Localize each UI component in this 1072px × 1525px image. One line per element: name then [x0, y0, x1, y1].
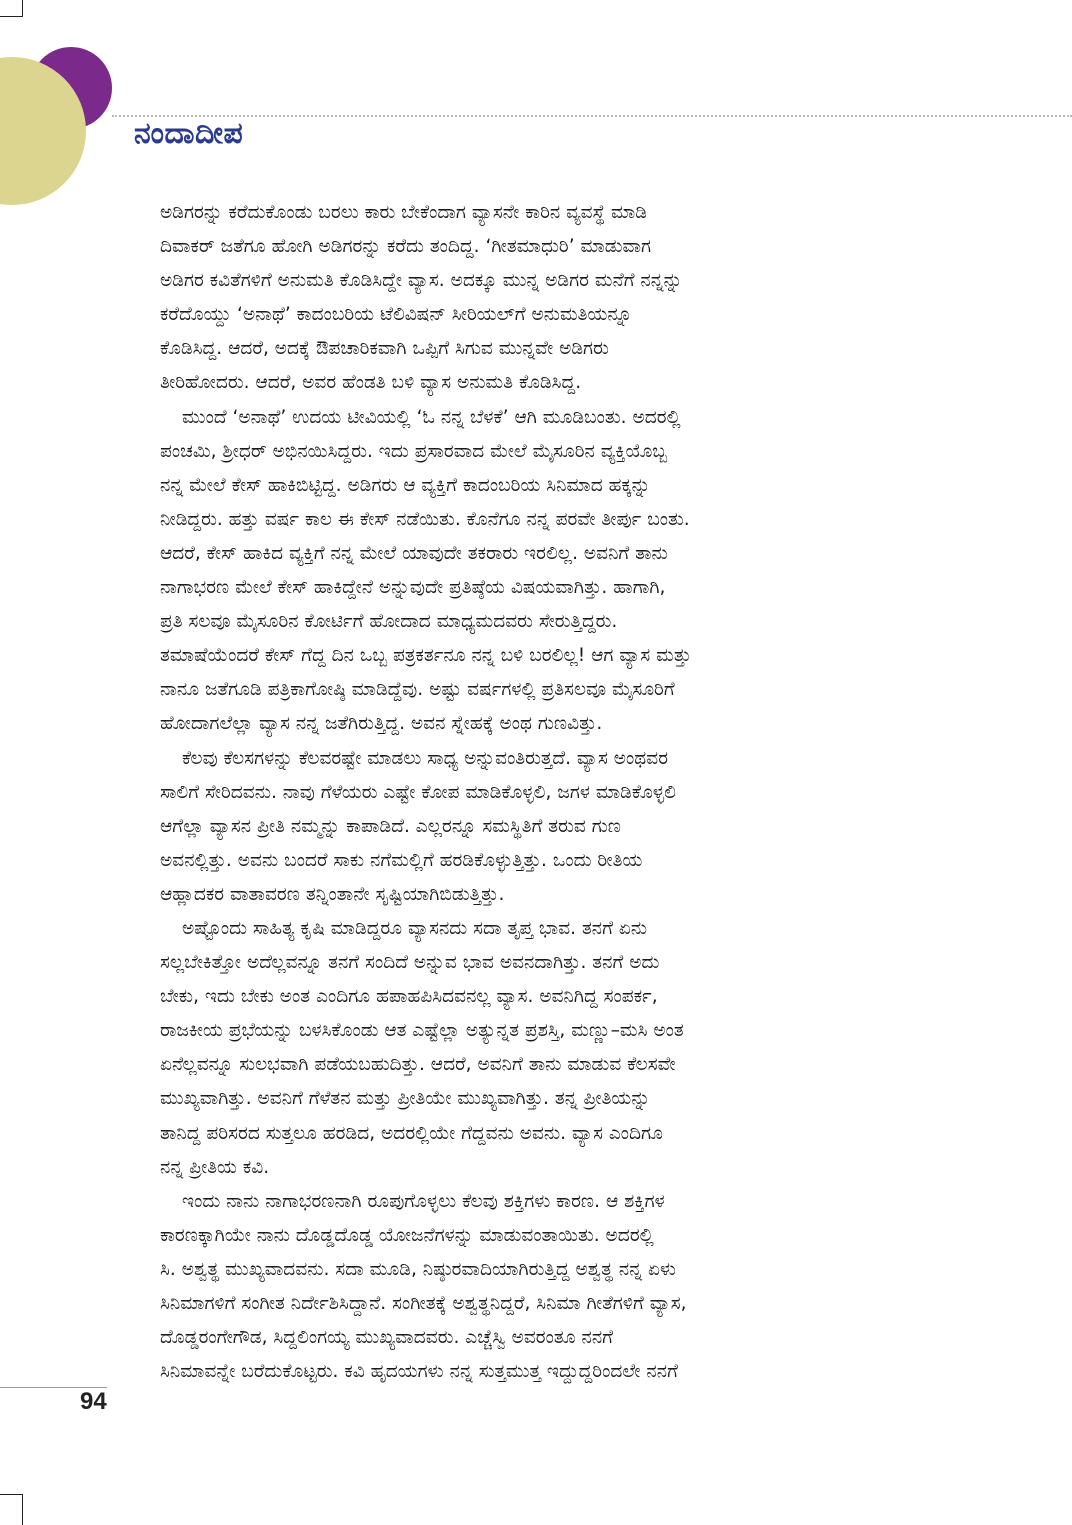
header-dotted-rule	[112, 115, 1072, 117]
crop-mark-top-horizontal	[0, 16, 22, 17]
page-number: 94	[80, 1388, 107, 1415]
text-line: ಬೇಕು, ಇದು ಬೇಕು ಅಂತ ಎಂದಿಗೂ ಹಪಾಹಪಿಸಿದವನಲ್ಲ ವ್ಯಾಸ. ಅವನಿಗಿದ್ದ ಸಂಪರ್ಕ,	[160, 986, 658, 1008]
text-line: ಅವನಲ್ಲಿತ್ತು. ಅವನು ಬಂದರೆ ಸಾಕು ನಗೆಮಲ್ಲಿಗೆ ಹರಡಿಕೊಳ್ಳುತ್ತಿತ್ತು. ಒಂದು ರೀತಿಯ	[160, 849, 643, 871]
crop-mark-bottom-vertical	[22, 1494, 23, 1525]
text-line: ಸಿ. ಅಶ್ವತ್ಥ ಮುಖ್ಯವಾದವನು. ಸದಾ ಮೂಡಿ, ನಿಷ್ಠುರವಾದಿಯಾಗಿರುತ್ತಿದ್ದ ಅಶ್ವತ್ಥ ನನ್ನ ಏಳು	[160, 1258, 676, 1280]
text-line: ನನ್ನ ಮೇಲೆ ಕೇಸ್ ಹಾಕಿಬಿಟ್ಟಿದ್ದ. ಅಡಿಗರು ಆ ವ್ಯಕ್ತಿಗೆ ಕಾದಂಬರಿಯ ಸಿನಿಮಾದ ಹಕ್ಕನ್ನು	[160, 474, 651, 496]
text-line: ಕಾರಣಕ್ಕಾಗಿಯೇ ನಾನು ದೊಡ್ಡದೊಡ್ಡ ಯೋಜನೆಗಳನ್ನು ಮಾಡುವಂತಾಯಿತು. ಅದರಲ್ಲಿ	[160, 1224, 654, 1246]
text-line: ನೀಡಿದ್ದರು. ಹತ್ತು ವರ್ಷ ಕಾಲ ಈ ಕೇಸ್ ನಡೆಯಿತು. ಕೊನೆಗೂ ನನ್ನ ಪರವೇ ತೀರ್ಪು ಬಂತು.	[160, 508, 690, 530]
text-line: ಅಷ್ಟೊಂದು ಸಾಹಿತ್ಯ ಕೃಷಿ ಮಾಡಿದ್ದರೂ ವ್ಯಾಸನದು ಸದಾ ತೃಪ್ತ ಭಾವ. ತನಗೆ ಏನು	[182, 917, 648, 939]
text-line: ನಾಗಾಭರಣ ಮೇಲೆ ಕೇಸ್ ಹಾಕಿದ್ದೇನೆ ಅನ್ನುವುದೇ ಪ್ರತಿಷ್ಠೆಯ ವಿಷಯವಾಗಿತ್ತು. ಹಾಗಾಗಿ,	[160, 577, 666, 599]
text-line: ಸಲ್ಲಬೇಕಿತ್ತೋ ಅದೆಲ್ಲವನ್ನೂ ತನಗೆ ಸಂದಿದೆ ಅನ್ನುವ ಭಾವ ಅವನದಾಗಿತ್ತು. ತನಗೆ ಅದು	[160, 952, 660, 974]
crop-mark-bottom-horizontal	[0, 1494, 22, 1495]
text-line: ಸಿನಿಮಾವನ್ನೇ ಬರೆದುಕೊಟ್ಟರು. ಕವಿ ಹೃದಯಗಳು ನನ್ನ ಸುತ್ತಮುತ್ತ ಇದ್ದುದ್ದರಿಂದಲೇ ನನಗೆ	[160, 1361, 678, 1383]
text-line: ಕರೆದೊಯ್ದು ‘ಅನಾಥೆ’ ಕಾದಂಬರಿಯ ಟೆಲಿವಿಷನ್ ಸೀರಿಯಲ್‌ಗೆ ಅನುಮತಿಯನ್ನೂ	[160, 304, 633, 326]
text-line: ನಾನೂ ಜತೆಗೂಡಿ ಪತ್ರಿಕಾಗೋಷ್ಠಿ ಮಾಡಿದ್ದೆವು. ಅಷ್ಟು ವರ್ಷಗಳಲ್ಲಿ ಪ್ರತಿಸಲವೂ ಮೈಸೂರಿಗೆ	[160, 679, 675, 701]
text-line: ಕೊಡಿಸಿದ್ದ. ಆದರೆ, ಅದಕ್ಕೆ ಔಪಚಾರಿಕವಾಗಿ ಒಪ್ಪಿಗೆ ಸಿಗುವ ಮುನ್ನವೇ ಅಡಿಗರು	[160, 338, 609, 360]
text-line: ಮುಖ್ಯವಾಗಿತ್ತು. ಅವನಿಗೆ ಗೆಳೆತನ ಮತ್ತು ಪ್ರೀತಿಯೇ ಮುಖ್ಯವಾಗಿತ್ತು. ತನ್ನ ಪ್ರೀತಿಯನ್ನು	[160, 1088, 651, 1110]
text-line: ಕೆಲವು ಕೆಲಸಗಳನ್ನು ಕೆಲವರಷ್ಟೇ ಮಾಡಲು ಸಾಧ್ಯ ಅನ್ನುವಂತಿರುತ್ತದೆ. ವ್ಯಾಸ ಅಂಥವರ	[182, 747, 669, 769]
text-line: ಹೋದಾಗಲೆಲ್ಲಾ ವ್ಯಾಸ ನನ್ನ ಜತೆಗಿರುತ್ತಿದ್ದ. ಅವನ ಸ್ನೇಹಕ್ಕೆ ಅಂಥ ಗುಣವಿತ್ತು.	[160, 713, 603, 735]
text-line: ಏನೆಲ್ಲವನ್ನೂ ಸುಲಭವಾಗಿ ಪಡೆಯಬಹುದಿತ್ತು. ಆದರೆ, ಅವನಿಗೆ ತಾನು ಮಾಡುವ ಕೆಲಸವೇ	[160, 1054, 676, 1076]
text-line: ಸಾಲಿಗೆ ಸೇರಿದವನು. ನಾವು ಗೆಳೆಯರು ಎಷ್ಟೇ ಕೋಪ ಮಾಡಿಕೊಳ್ಳಲಿ, ಜಗಳ ಮಾಡಿಕೊಳ್ಳಲಿ	[160, 781, 676, 803]
text-line: ನನ್ನ ಪ್ರೀತಿಯ ಕವಿ.	[160, 1156, 270, 1178]
text-line: ತೀರಿಹೋದರು. ಆದರೆ, ಅವರ ಹೆಂಡತಿ ಬಳಿ ವ್ಯಾಸ ಅನುಮತಿ ಕೊಡಿಸಿದ್ದ.	[160, 372, 582, 394]
text-line: ತಾನಿದ್ದ ಪರಿಸರದ ಸುತ್ತಲೂ ಹರಡಿದ, ಅದರಲ್ಲಿಯೇ ಗೆದ್ದವನು ಅವನು. ವ್ಯಾಸ ಎಂದಿಗೂ	[160, 1122, 663, 1144]
text-line: ದೊಡ್ಡರಂಗೇಗೌಡ, ಸಿದ್ದಲಿಂಗಯ್ಯ ಮುಖ್ಯವಾದವರು. ಎಚ್ಚೆಸ್ವಿ ಅವರಂತೂ ನನಗೆ	[160, 1327, 613, 1349]
text-line: ಇಂದು ನಾನು ನಾಗಾಭರಣನಾಗಿ ರೂಪುಗೊಳ್ಳಲು ಕೆಲವು ಶಕ್ತಿಗಳು ಕಾರಣ. ಆ ಶಕ್ತಿಗಳ	[182, 1190, 665, 1212]
text-line: ಪ್ರತಿ ಸಲವೂ ಮೈಸೂರಿನ ಕೋರ್ಟಿಗೆ ಹೋದಾದ ಮಾಧ್ಯಮದವರು ಸೇರುತ್ತಿದ್ದರು.	[160, 611, 618, 633]
text-line: ಅಡಿಗರನ್ನು ಕರೆದುಕೊಂಡು ಬರಲು ಕಾರು ಬೇಕೆಂದಾಗ ವ್ಯಾಸನೇ ಕಾರಿನ ವ್ಯವಸ್ಥೆ ಮಾಡಿ	[160, 202, 647, 223]
text-line: ಆಗೆಲ್ಲಾ ವ್ಯಾಸನ ಪ್ರೀತಿ ನಮ್ಮನ್ನು ಕಾಪಾಡಿದೆ. ಎಲ್ಲರನ್ನೂ ಸಮಸ್ಥಿತಿಗೆ ತರುವ ಗುಣ	[160, 815, 621, 837]
text-line: ಸಿನಿಮಾಗಳಿಗೆ ಸಂಗೀತ ನಿರ್ದೇಶಿಸಿದ್ದಾನೆ. ಸಂಗೀತಕ್ಕೆ ಅಶ್ವತ್ಥನಿದ್ದರೆ, ಸಿನಿಮಾ ಗೀತೆಗಳಿಗೆ ವ್ಯಾಸ,	[160, 1293, 687, 1314]
body-text	[160, 196, 912, 1389]
text-line: ರಾಜಕೀಯ ಪ್ರಭೆಯನ್ನು ಬಳಸಿಕೊಂಡು ಆತ ಎಷ್ಟೆಲ್ಲಾ ಅತ್ಯುನ್ನತ ಪ್ರಶಸ್ತಿ, ಮಣ್ಣು–ಮಸಿ ಅಂತ	[160, 1020, 684, 1042]
text-line: ತಮಾಷೆಯೆಂದರೆ ಕೇಸ್ ಗೆದ್ದ ದಿನ ಒಬ್ಬ ಪತ್ರಕರ್ತನೂ ನನ್ನ ಬಳಿ ಬರಲಿಲ್ಲ! ಆಗ ವ್ಯಾಸ ಮತ್ತು	[160, 645, 692, 667]
text-line: ಪಂಚಮಿ, ಶ್ರೀಧರ್ ಅಭಿನಯಿಸಿದ್ದರು. ಇದು ಪ್ರಸಾರವಾದ ಮೇಲೆ ಮೈಸೂರಿನ ವ್ಯಕ್ತಿಯೊಬ್ಬ	[160, 440, 668, 462]
text-line: ಆಹ್ಲಾದಕರ ವಾತಾವರಣ ತನ್ನಿಂತಾನೇ ಸೃಷ್ಟಿಯಾಗಿಬಿಡುತ್ತಿತ್ತು.	[160, 883, 505, 905]
text-line: ಅಡಿಗರ ಕವಿತೆಗಳಿಗೆ ಅನುಮತಿ ಕೊಡಿಸಿದ್ದೇ ವ್ಯಾಸ. ಅದಕ್ಕೂ ಮುನ್ನ ಅಡಿಗರ ಮನೆಗೆ ನನ್ನನ್ನು	[160, 270, 683, 292]
text-line: ಮುಂದೆ ‘ಅನಾಥೆ’ ಉದಯ ಟೀವಿಯಲ್ಲಿ ‘ಓ ನನ್ನ ಬೆಳಕೆ’ ಆಗಿ ಮೂಡಿಬಂತು. ಅದರಲ್ಲಿ	[182, 406, 681, 428]
text-line: ದಿವಾಕರ್ ಜತೆಗೂ ಹೋಗಿ ಅಡಿಗರನ್ನು ಕರೆದು ತಂದಿದ್ದ. ‘ಗೀತಮಾಧುರಿ’ ಮಾಡುವಾಗ	[160, 236, 652, 258]
crop-mark-top-vertical	[22, 0, 23, 17]
running-header-title: ನಂದಾದೀಪ	[134, 116, 244, 151]
text-line: ಆದರೆ, ಕೇಸ್ ಹಾಕಿದ ವ್ಯಕ್ತಿಗೆ ನನ್ನ ಮೇಲೆ ಯಾವುದೇ ತಕರಾರು ಇರಲಿಲ್ಲ. ಅವನಿಗೆ ತಾನು	[160, 542, 668, 564]
